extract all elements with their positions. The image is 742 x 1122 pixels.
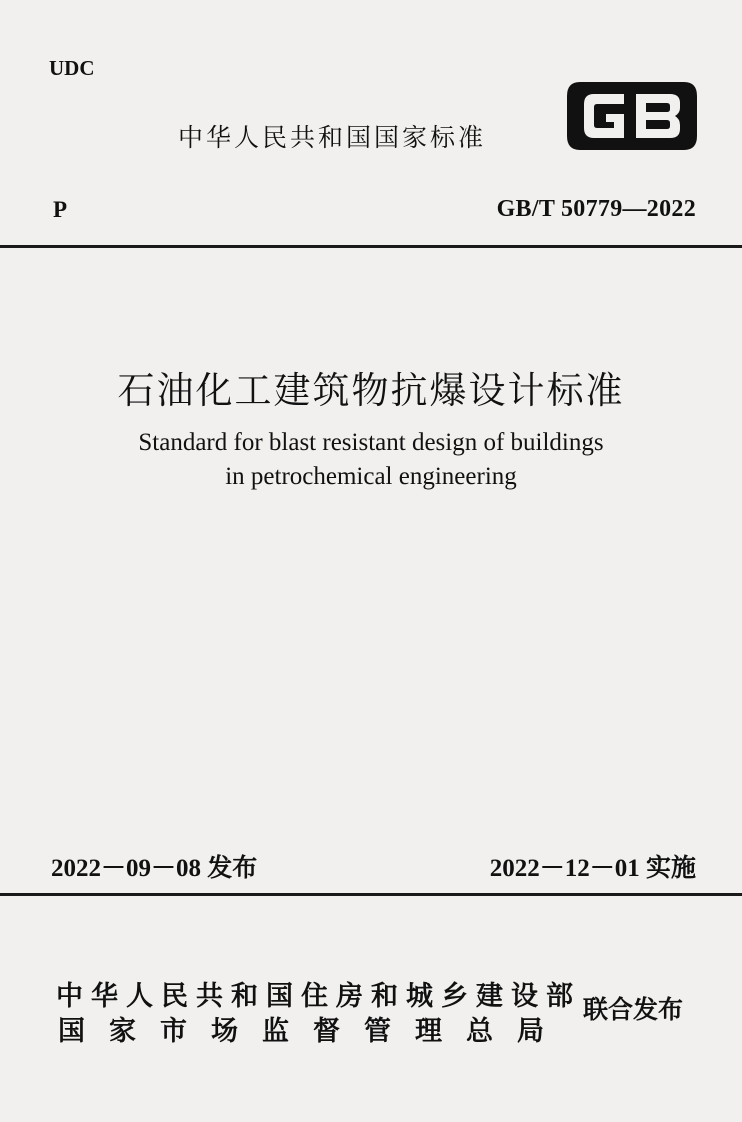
standard-number: GB/T 50779—2022 <box>496 196 696 222</box>
title-english <box>0 426 742 494</box>
title-chinese: 石油化工建筑物抗爆设计标准 <box>117 369 625 412</box>
issuer-administration: 国家市场监督管理总局 <box>58 1016 568 1047</box>
issue-date: 2022－09－08 发布 <box>51 855 258 882</box>
footer-divider <box>0 893 742 896</box>
joint-release-label: 联合发布 <box>583 995 684 1024</box>
title-english-line-1: Standard for blast resistant design of buildings <box>138 429 604 456</box>
issuer-ministry: 中华人民共和国住房和城乡建设部 <box>56 981 581 1012</box>
udc-label: UDC <box>49 56 95 80</box>
gb-logo <box>566 80 698 152</box>
category-code: P <box>53 197 68 222</box>
implementation-date: 2022－12－01 实施 <box>489 855 696 882</box>
header-divider <box>0 245 742 248</box>
national-standard-label: 中华人民共和国国家标准 <box>178 123 487 152</box>
title-english-line-2: in petrochemical engineering <box>225 463 517 490</box>
